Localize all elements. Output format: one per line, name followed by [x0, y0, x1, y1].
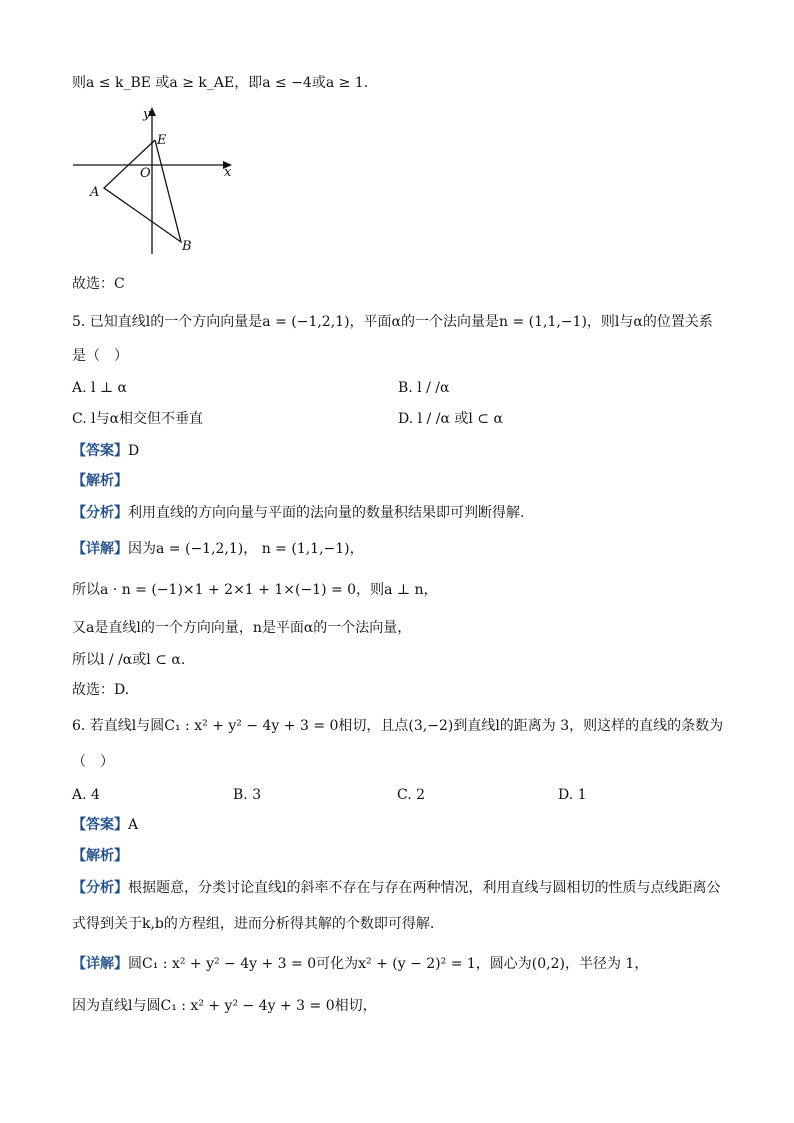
q5-option-c: C. l与α相交但不垂直	[72, 411, 204, 427]
q5-option-d: D. l / /α 或l ⊂ α	[398, 411, 503, 427]
xiangjie-tag: 【详解】	[72, 956, 128, 972]
label-b: B	[182, 239, 192, 254]
q6-answer	[72, 815, 138, 835]
xiangjie-text: 因为a = (−1,2,1)， n = (1,1,−1)，	[128, 541, 364, 557]
label-e: E	[157, 133, 167, 148]
q6-xiangjie-1	[72, 954, 648, 974]
q5-option-a: A. l ⊥ α	[72, 380, 128, 396]
answer-tag: 【答案】	[72, 443, 128, 459]
q5-stem-2: 是（ ）	[72, 348, 128, 364]
top-line: 则a ≤ k_BE 或a ≥ k_AE，即a ≤ −4或a ≥ 1.	[72, 75, 369, 91]
q6-option-b: B. 3	[233, 787, 262, 803]
q6-option-a: A. 4	[72, 787, 100, 803]
q5-stem-1: 5. 已知直线l的一个方向向量是a = (−1,2,1)，平面α的一个法向量是n = (1,1,−1)，则l与α的位置关系	[72, 314, 713, 330]
q5-xiangjie-4: 所以l / /α或l ⊂ α.	[72, 652, 186, 668]
fenxi-tag: 【分析】	[72, 880, 128, 896]
q6-option-d: D. 1	[558, 787, 587, 803]
q5-xiangjie-1	[72, 539, 364, 559]
answer-value: A	[128, 817, 139, 833]
q6-stem-1: 6. 若直线l与圆C₁ : x² + y² − 4y + 3 = 0相切，且点(3,−2)到直线l的距离为 3，则这样的直线的条数为	[72, 718, 724, 734]
answer-value: D	[128, 443, 140, 459]
q5-choose: 故选：D.	[72, 682, 130, 698]
label-x: x	[224, 165, 232, 180]
coordinate-figure	[68, 104, 248, 254]
q5-xiangjie-3: 又a是直线l的一个方向向量，n是平面α的一个法向量，	[72, 620, 412, 636]
q6-xiangjie-2: 因为直线l与圆C₁ : x² + y² − 4y + 3 = 0相切，	[72, 998, 377, 1014]
q6-fenxi-2: 式得到关于k,b的方程组，进而分析得其解的个数即可得解.	[72, 916, 435, 932]
q4-choose: 故选：C	[72, 276, 125, 292]
q5-answer	[72, 441, 139, 461]
triangle-aeb	[104, 140, 181, 242]
q5-option-b: B. l / /α	[398, 380, 450, 396]
fenxi-text: 根据题意，分类讨论直线l的斜率不存在与存在两种情况，利用直线与圆相切的性质与点线距离公	[128, 880, 721, 896]
q6-option-c: C. 2	[397, 787, 426, 803]
q5-jiexi: 【解析】	[72, 473, 128, 489]
q6-stem-2: （ ）	[72, 754, 114, 770]
label-y: y	[143, 107, 151, 122]
answer-tag: 【答案】	[72, 817, 128, 833]
q6-jiexi: 【解析】	[72, 848, 128, 864]
q5-fenxi	[72, 503, 524, 523]
fenxi-text: 利用直线的方向向量与平面的法向量的数量积结果即可判断得解.	[128, 505, 525, 521]
xiangjie-text: 圆C₁ : x² + y² − 4y + 3 = 0可化为x² + (y − 2)² = 1，圆心为(0,2)，半径为 1，	[128, 956, 649, 972]
q5-xiangjie-2: 所以a · n = (−1)×1 + 2×1 + 1×(−1) = 0，则a ⊥ n，	[72, 582, 438, 598]
xiangjie-tag: 【详解】	[72, 541, 128, 557]
label-a: A	[90, 185, 100, 200]
label-o: O	[140, 166, 151, 181]
q6-fenxi-1	[72, 878, 720, 898]
fenxi-tag: 【分析】	[72, 505, 128, 521]
